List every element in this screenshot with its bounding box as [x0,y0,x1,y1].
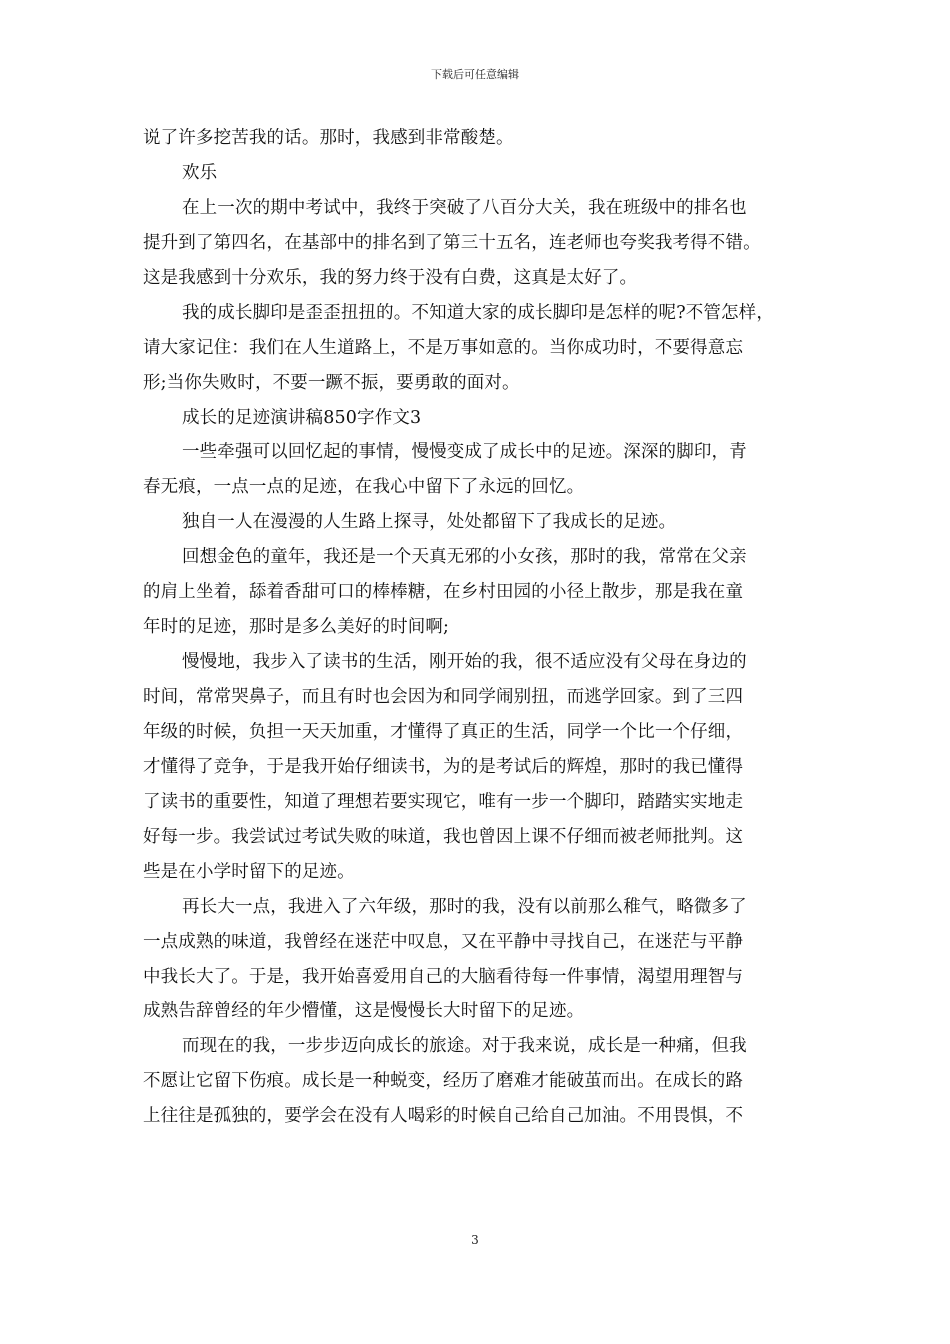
text-line: 时间，常常哭鼻子，而且有时也会因为和同学闹别扭，而逃学回家。到了三四 [143,687,744,707]
text-line: 请大家记住：我们在人生道路上，不是万事如意的。当你成功时，不要得意忘 [143,337,744,358]
text-line: 我的成长脚印是歪歪扭扭的。不知道大家的成长脚印是怎样的呢?不管怎样， [182,302,774,323]
text-line: 说了许多挖苦我的话。那时，我感到非常酸楚。 [143,128,514,148]
text-line: 独自一人在漫漫的人生路上探寻，处处都留下了我成长的足迹。 [182,512,677,533]
text-line: 才懂得了竞争，于是我开始仔细读书，为的是考试后的辉煌，那时的我已懂得 [143,756,744,777]
text-line: 年级的时候，负担一天天加重，才懂得了真正的生活，同学一个比一个仔细， [143,721,744,742]
text-line: 的肩上坐着，舔着香甜可口的棒棒糖，在乡村田园的小径上散步，那是我在童 [143,582,744,603]
text-line: 欢乐 [182,162,218,183]
text-line: 在上一次的期中考试中，我终于突破了八百分大关，我在班级中的排名也 [182,197,747,218]
text-line: 慢慢地，我步入了读书的生活，刚开始的我，很不适应没有父母在身边的 [182,652,747,673]
text-line: 成熟告辞曾经的年少懵懂，这是慢慢长大时留下的足迹。 [143,1001,585,1022]
text-line: 而现在的我，一步步迈向成长的旅途。对于我来说，成长是一种痛，但我 [182,1036,747,1057]
text-line: 一些牵强可以回忆起的事情，慢慢变成了成长中的足迹。深深的脚印，青 [182,442,747,463]
text-line: 好每一步。我尝试过考试失败的味道，我也曾因上课不仔细而被老师批判。这 [143,826,744,847]
text-line: 再长大一点，我进入了六年级，那时的我，没有以前那么稚气，略微多了 [182,896,747,917]
text-line: 了读书的重要性，知道了理想若要实现它，唯有一步一个脚印，踏踏实实地走 [143,791,744,812]
text-line: 形;当你失败时，不要一蹶不振，要勇敢的面对。 [143,372,520,393]
text-line: 年时的足迹，那时是多么美好的时间啊; [143,617,450,638]
text-line: 一点成熟的味道，我曾经在迷茫中叹息，又在平静中寻找自己，在迷茫与平静 [143,931,744,952]
text-line: 提升到了第四名，在基部中的排名到了第三十五名，连老师也夸奖我考得不错。 [143,232,761,253]
text-line: 不愿让它留下伤痕。成长是一种蜕变，经历了磨难才能破茧而出。在成长的路 [143,1071,744,1092]
document-body [143,121,818,1134]
text-line: 些是在小学时留下的足迹。 [143,861,355,882]
page-number: 3 [471,1233,479,1247]
text-line: 上往往是孤独的，要学会在没有人喝彩的时候自己给自己加油。不用畏惧，不 [143,1106,744,1127]
text-line: 中我长大了。于是，我开始喜爱用自己的大脑看待每一件事情，渴望用理智与 [143,966,744,987]
text-line: 回想金色的童年，我还是一个天真无邪的小女孩，那时的我，常常在父亲 [182,547,747,568]
text-line: 成长的足迹演讲稿850字作文3 [182,407,422,428]
page-header: 下载后可任意编辑 [431,68,519,81]
text-line: 这是我感到十分欢乐，我的努力终于没有白费，这真是太好了。 [143,267,638,288]
text-line: 春无痕，一点一点的足迹，在我心中留下了永远的回忆。 [143,477,585,498]
